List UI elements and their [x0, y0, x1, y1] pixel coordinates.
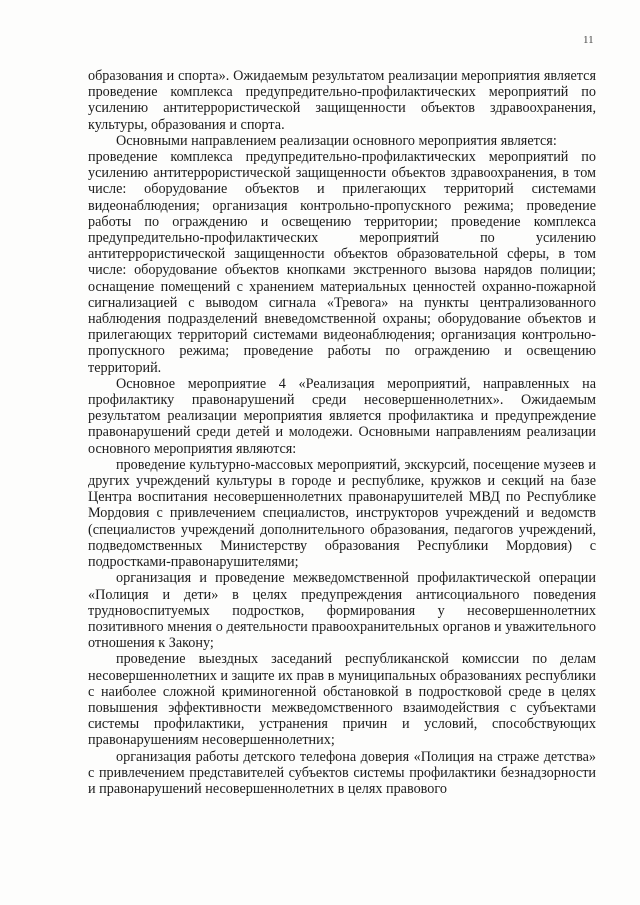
list-item-cultural-events: проведение культурно-массовых мероприятий, экскурсий, посещение музеев и других учреждений культуры в городе и республике, кружков и секций на базе Центра воспитания несовершеннолетних правонарушителей МВД по Республике Мордовия с привлечением специалистов, инструкторов учреждений и ведомств (специалистов учреждений дополнительного образования, педагогов учреждений, подведомственных Министерству образования Республики Мордовия) с подростками-правонарушителями; [88, 456, 596, 571]
list-item-helpline: организация работы детского телефона доверия «Полиция на страже детства» с привлечением представителей субъектов системы профилактики безнадзорности и правонарушений несовершеннолетних в целях правового [88, 748, 596, 797]
paragraph-intro-continuation: образования и спорта». Ожидаемым результатом реализации мероприятия является проведение комплекса предупредительно-профилактических мероприятий по усилению антитеррористической защищенности объектов здравоохранения, культуры, образования и спорта. [88, 68, 596, 133]
paragraph-main-measure-4: Основное мероприятие 4 «Реализация мероприятий, направленных на профилактику правонарушений среди несовершеннолетних». Ожидаемым результатом реализации мероприятия является профилактика и предупреждение правонарушений среди детей и молодежи. Основными направлениям реализации основного мероприятия являются: [88, 375, 596, 457]
paragraph-main-direction-heading: Основными направлением реализации основного мероприятия является: [116, 132, 557, 149]
paragraph-antiterror-measures: проведение комплекса предупредительно-профилактических мероприятий по усилению антитеррористической защищенности объектов здравоохранения, в том числе: оборудование объектов и прилегающих территорий системами видеонаблюдения; организация контрольно-пропускного режима; проведение работы по ограждению и освещению территории; проведение комплекса предупредительно-профилактических мероприятий по усилению антитеррористической защищенности объектов образовательной сферы, в том числе: оборудование объектов кнопками экстренного вызова нарядов полиции; оснащение помещений с хранением материальных ценностей охранно-пожарной сигнализацией с выводом сигнала «Тревога» на пункты централизованного наблюдения подразделений вневедомственной охраны; оборудование объектов и прилегающих территорий системами видеонаблюдения; организация контрольно-пропускного режима; проведение работы по ограждению и освещению территорий. [88, 149, 596, 376]
list-item-police-and-children: организация и проведение межведомственной профилактической операции «Полиция и дети» в целях предупреждения антисоциального поведения трудновоспитуемых подростков, формирования у несовершеннолетних позитивного мнения о деятельности правоохранительных органов и уважительного отношения к Закону; [88, 570, 596, 652]
body-text [88, 68, 596, 797]
page-number: 11 [583, 34, 594, 46]
list-item-commission-sessions: проведение выездных заседаний республиканской комиссии по делам несовершеннолетних и защите их прав в муниципальных образованиях республики с наиболее сложной криминогенной обстановкой в подростковой среде в целях повышения эффективности межведомственного взаимодействия с субъектами системы профилактики, устранения причин и условий, способствующих правонарушениям несовершеннолетних; [88, 651, 596, 749]
